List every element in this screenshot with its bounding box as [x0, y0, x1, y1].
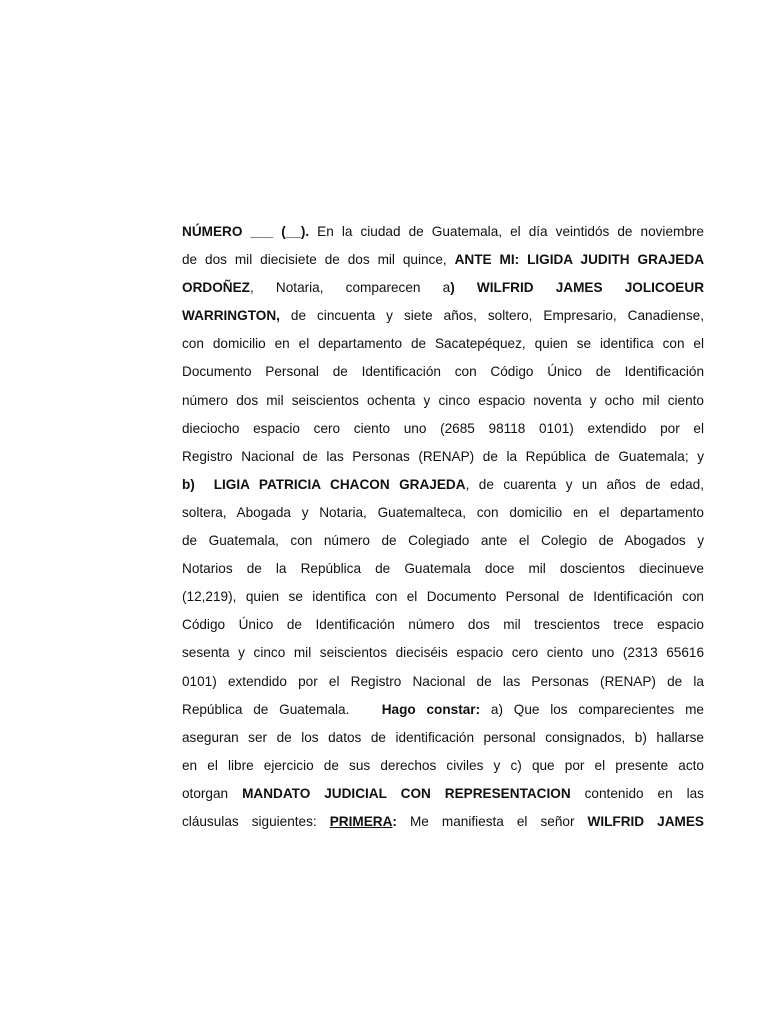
text-segment: Documento Personal de Identificación con Código Único de Identificación	[182, 364, 704, 380]
document-body	[182, 218, 704, 836]
document-line	[182, 415, 704, 443]
document-line	[182, 555, 704, 583]
text-segment: contenido en las	[570, 785, 704, 801]
text-segment: número dos mil seiscientos ochenta y cinco espacio noventa y ocho mil ciento	[182, 392, 704, 408]
text-segment: , de cuarenta y un años de edad,	[465, 476, 704, 492]
bold-text-segment: Hago constar:	[381, 701, 481, 717]
bold-text-segment: ORDOÑEZ	[182, 280, 250, 296]
text-segment: Código Único de Identificación número dos mil trescientos trece espacio	[182, 617, 704, 633]
text-segment: aseguran ser de los datos de identificación personal consignados, b) hallarse	[182, 729, 704, 745]
document-line	[182, 696, 704, 724]
document-line	[182, 218, 704, 246]
bold-text-segment: PRIMERA	[329, 813, 393, 829]
text-segment: Me manifiesta el señor	[396, 813, 588, 829]
text-segment: dieciocho espacio cero ciento uno (2685 98118 0101) extendido por el	[182, 420, 704, 436]
text-segment: cláusulas siguientes:	[182, 813, 330, 829]
text-segment: En la ciudad de Guatemala, el día veintidós de noviembre	[309, 224, 704, 239]
bold-text-segment: WILFRID JAMES	[587, 813, 704, 829]
text-segment: de cincuenta y siete años, soltero, Empresario, Canadiense,	[279, 308, 704, 324]
text-segment: República de Guatemala.	[182, 701, 382, 717]
document-line	[182, 302, 704, 330]
document-line	[182, 387, 704, 415]
text-segment: de dos mil diecisiete de dos mil quince,	[182, 252, 455, 268]
document-line	[182, 471, 704, 499]
bold-text-segment: b) LIGIA PATRICIA CHACON GRAJEDA	[182, 476, 466, 492]
text-segment: soltera, Abogada y Notaria, Guatemalteca, con domicilio en el departamento	[182, 504, 704, 520]
bold-text-segment: NÚMERO ___ (__).	[182, 224, 310, 239]
document-line	[182, 780, 704, 808]
bold-text-segment: MANDATO JUDICIAL CON REPRESENTACION	[242, 785, 571, 801]
bold-text-segment: ) WILFRID JAMES JOLICOEUR	[450, 280, 705, 296]
document-line	[182, 246, 704, 274]
text-segment: de Guatemala, con número de Colegiado ante el Colegio de Abogados y	[182, 533, 704, 549]
document-line	[182, 499, 704, 527]
text-segment: , Notaria, comparecen a	[249, 280, 451, 296]
document-line	[182, 611, 704, 639]
document-line	[182, 752, 704, 780]
document-line	[182, 443, 704, 471]
bold-text-segment: ANTE MI: LIGIDA JUDITH GRAJEDA	[454, 252, 705, 268]
bold-text-segment: WARRINGTON,	[182, 308, 280, 324]
document-line	[182, 330, 704, 358]
document-line	[182, 583, 704, 611]
document-line	[182, 358, 704, 386]
text-segment: otorgan	[182, 785, 243, 801]
document-line	[182, 668, 704, 696]
document-line	[182, 274, 704, 302]
bold-text-segment: :	[392, 813, 397, 829]
document-line	[182, 527, 704, 555]
text-segment: Notarios de la República de Guatemala doce mil doscientos diecinueve	[182, 561, 704, 577]
text-segment: Registro Nacional de las Personas (RENAP) de la República de Guatemala; y	[182, 448, 704, 464]
text-segment: 0101) extendido por el Registro Nacional de las Personas (RENAP) de la	[182, 673, 704, 689]
document-line	[182, 724, 704, 752]
text-segment: (12,219), quien se identifica con el Documento Personal de Identificación con	[182, 589, 704, 605]
text-segment: con domicilio en el departamento de Sacatepéquez, quien se identifica con el	[182, 336, 704, 352]
text-segment: en el libre ejercicio de sus derechos civiles y c) que por el presente acto	[182, 757, 704, 773]
text-segment: a) Que los comparecientes me	[480, 701, 704, 717]
document-line	[182, 639, 704, 667]
document-line	[182, 808, 704, 836]
text-segment: sesenta y cinco mil seiscientos dieciséis espacio cero ciento uno (2313 65616	[182, 645, 704, 661]
